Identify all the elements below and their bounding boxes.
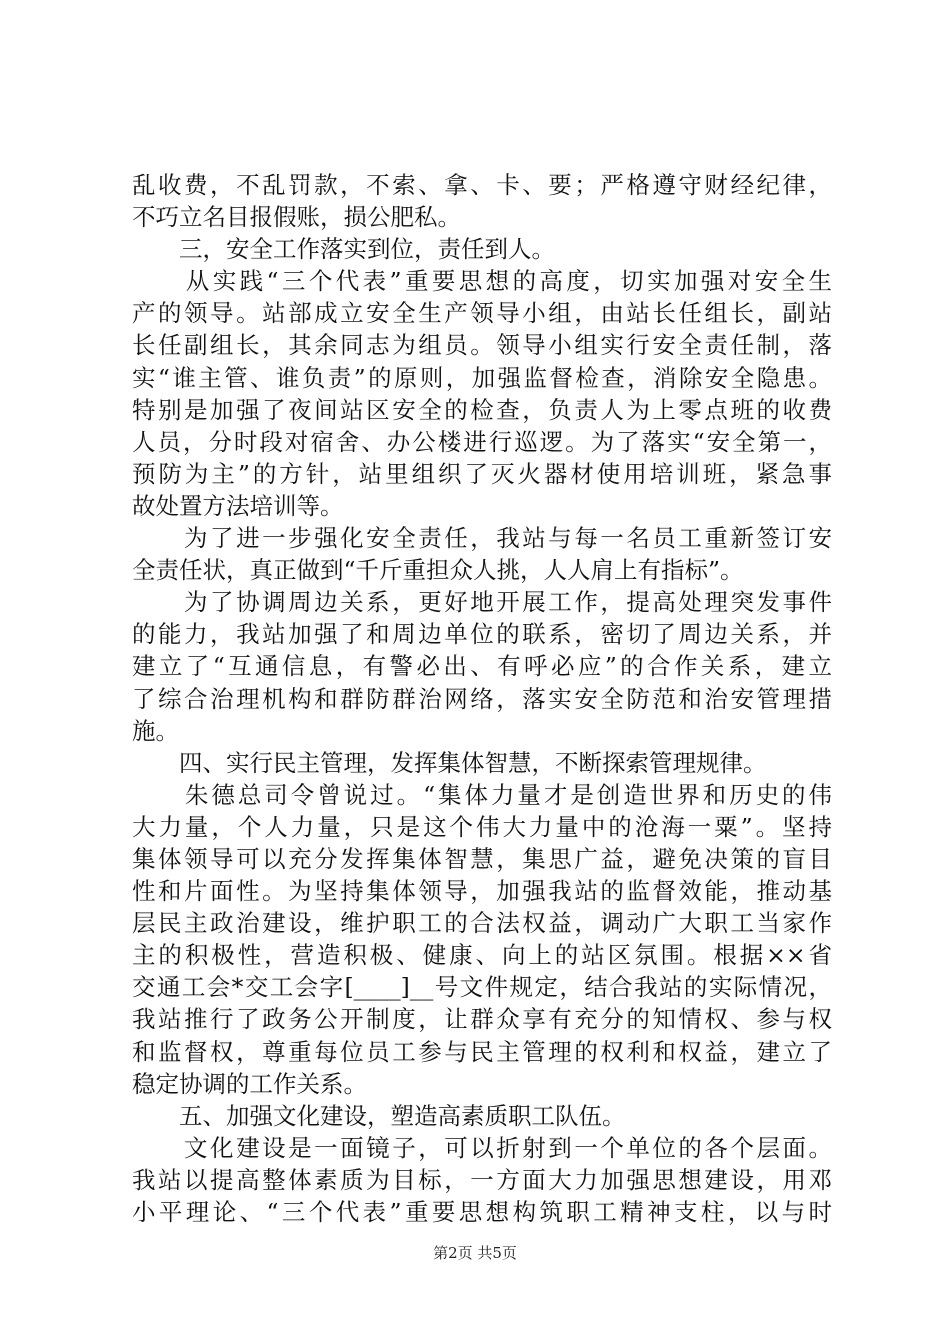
text-line: 长任副组长，其余同志为组员。领导小组实行安全责任制，落 [132, 331, 832, 360]
text-line: 预防为主”的方针，站里组织了灭火器材使用培训班，紧急事 [132, 459, 832, 488]
text-line: 小平理论、“三个代表”重要思想构筑职工精神支柱，以与时 [132, 1198, 832, 1226]
text-line: 大力量，个人力量，只是这个伟大力量中的沧海一粟”。坚持 [132, 812, 832, 841]
section-heading: 三，安全工作落实到位，责任到人。 [132, 235, 555, 264]
text-line: 为了进一步强化安全责任，我站与每一名员工重新签订安 [132, 524, 832, 553]
text-line: 了综合治理机构和群防群治网络，落实安全防范和治安管理措 [132, 684, 832, 713]
text-line: 特别是加强了夜间站区安全的检查，负责人为上零点班的收费 [132, 395, 832, 424]
text-line: 不巧立名目报假账，损公肥私。 [132, 203, 461, 232]
text-line: 性和片面性。为坚持集体领导，加强我站的监督效能，推动基 [132, 877, 832, 906]
text-line: 故处置方法培训等。 [132, 491, 344, 520]
text-line: 我站以提高整体素质为目标，一方面大力加强思想建设，用邓 [132, 1165, 832, 1194]
text-line: 全责任状，真正做到“千斤重担众人挑，人人肩上有指标”。 [132, 556, 744, 585]
text-line: 朱德总司令曾说过。“集体力量才是创造世界和历史的伟 [132, 780, 832, 809]
section-heading: 五、加强文化建设，塑造高素质职工队伍。 [132, 1101, 626, 1130]
text-line: 人员，分时段对宿舍、办公楼进行巡逻。为了落实“安全第一， [132, 427, 832, 456]
text-line: 产的领导。站部成立安全生产领导小组，由站长任组长，副站 [132, 299, 832, 328]
section-heading: 四、实行民主管理，发挥集体智慧，不断探索管理规律。 [132, 748, 767, 777]
text-line: 稳定协调的工作关系。 [132, 1069, 367, 1098]
text-line: 和监督权，尊重每位员工参与民主管理的权利和权益，建立了 [132, 1037, 832, 1066]
text-line: 施。 [132, 716, 179, 745]
text-line: 乱收费，不乱罚款，不索、拿、卡、要；严格遵守财经纪律， [132, 171, 832, 199]
text-line: 从实践“三个代表”重要思想的高度，切实加强对安全生 [132, 267, 832, 296]
text-line: 主的积极性，营造积极、健康、向上的站区氛围。根据××省 [132, 941, 832, 970]
text-line: 文化建设是一面镜子，可以折射到一个单位的各个层面。 [132, 1133, 832, 1162]
text-line: 层民主政治建设，维护职工的合法权益，调动广大职工当家作 [132, 909, 832, 938]
text-line: 为了协调周边关系，更好地开展工作，提高处理突发事件 [132, 588, 832, 617]
text-line: 实“谁主管、谁负责”的原则，加强监督检查，消除安全隐患。 [132, 363, 832, 392]
text-line: 的能力，我站加强了和周边单位的联系，密切了周边关系，并 [132, 620, 832, 649]
text-line: 建立了“互通信息，有警必出、有呼必应”的合作关系，建立 [132, 652, 832, 681]
text-line: 集体领导可以充分发挥集体智慧，集思广益，避免决策的盲目 [132, 844, 832, 873]
page-footer: 第2页 共5页 [433, 1244, 517, 1262]
text-line: 交通工会*交工会字[____]__号文件规定，结合我站的实际情况， [132, 973, 832, 1002]
body-text [132, 169, 832, 1228]
text-line: 我站推行了政务公开制度，让群众享有充分的知情权、参与权 [132, 1005, 832, 1034]
